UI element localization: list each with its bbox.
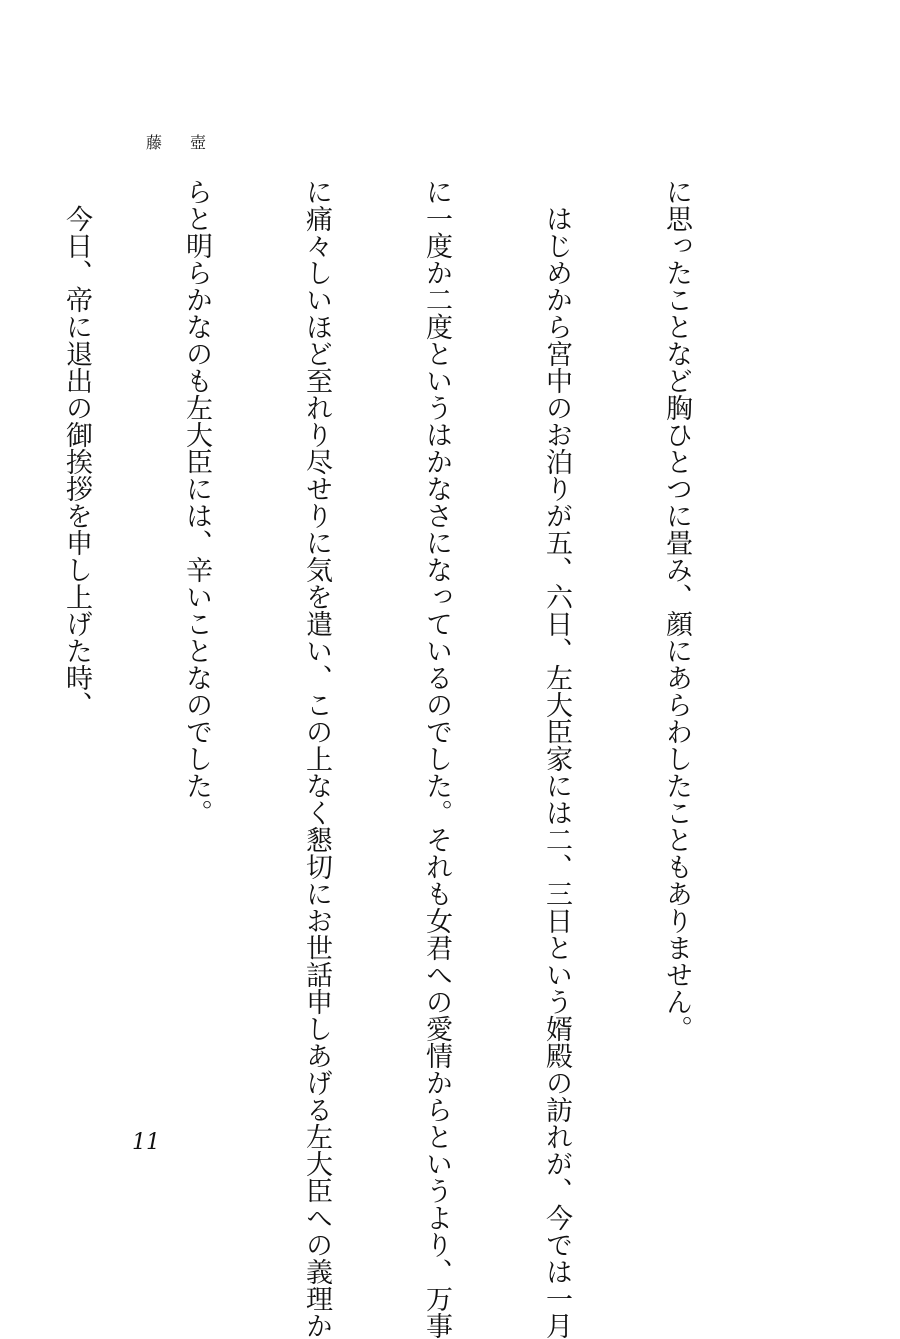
- chapter-title: 藤壺: [146, 133, 235, 152]
- text-line: に一度か二度というはかなさになっているのでした。それも女君への愛情からというより、万事: [421, 178, 452, 1339]
- text-line: はじめから宮中のお泊りが五、六日、左大臣家には二、三日という婿殿の訪れが、今では一月: [541, 178, 572, 1339]
- text-line: に痛々しいほど至れり尽せりに気を遣い、この上なく懇切にお世話申しあげる左大臣への義理か: [301, 178, 332, 1339]
- text-line: 今日、帝に退出の御挨拶を申し上げた時、: [61, 178, 92, 718]
- text-line: に思ったことなど胸ひとつに畳み、顔にあらわしたこともありません。: [661, 178, 692, 1042]
- text-line: らと明らかなのも左大臣には、辛いことなのでした。: [181, 178, 212, 826]
- page-number: 11: [132, 1130, 160, 1155]
